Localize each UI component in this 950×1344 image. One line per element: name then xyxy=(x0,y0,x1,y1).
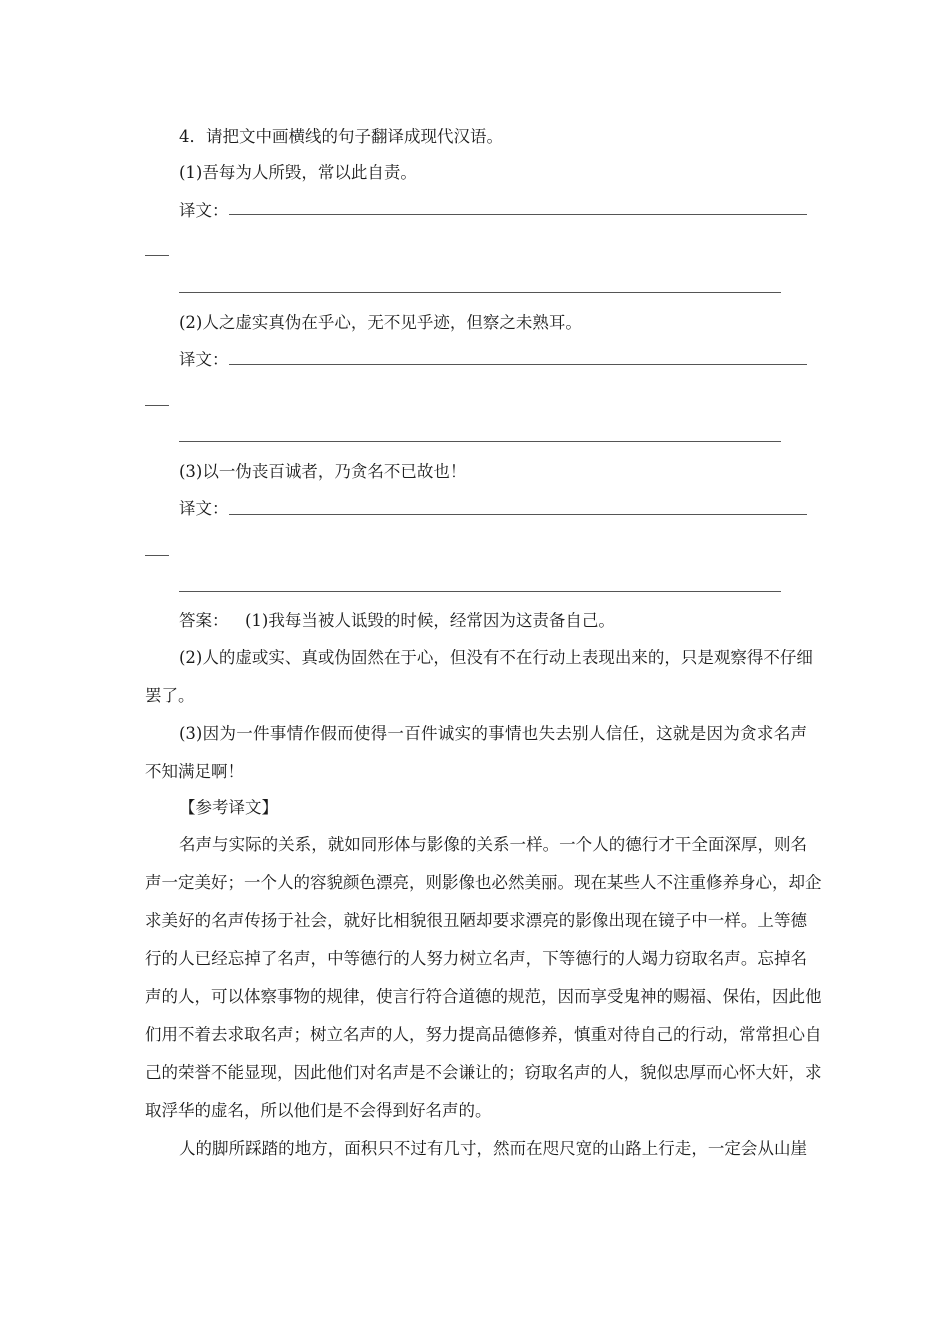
answer-1: (1)我每当被人诋毁的时候，经常因为这责备自己。 xyxy=(245,611,615,630)
reference-title: 【参考译文】 xyxy=(179,798,278,817)
reference-paragraph-line: 们用不着去求取名声；树立名声的人，努力提高品德修养，慎重对待自己的行动，常常担心自 xyxy=(145,1025,822,1044)
answer-blank-line xyxy=(179,441,781,442)
answer-blank-line xyxy=(145,555,169,556)
answer-blank-line xyxy=(145,405,169,406)
answer-blank-line xyxy=(229,514,807,515)
answer-3-line-1: (3)因为一件事情作假而使得一百件诚实的事情也失去别人信任，这就是因为贪求名声 xyxy=(179,724,807,743)
reference-paragraph-line: 行的人已经忘掉了名声，中等德行的人努力树立名声，下等德行的人竭力窃取名声。忘掉名 xyxy=(145,949,807,968)
question-sentence-1: (1)吾每为人所毁，常以此自责。 xyxy=(179,163,417,182)
answer-label: 答案： xyxy=(179,611,229,630)
answer-blank-line xyxy=(229,214,807,215)
answer-blank-line xyxy=(179,292,781,293)
reference-paragraph-line: 己的荣誉不能显现，因此他们对名声是不会谦让的；窃取名声的人，貌似忠厚而心怀大奸，求 xyxy=(145,1063,822,1082)
reference-paragraph-2-line: 人的脚所踩踏的地方，面积只不过有几寸，然而在咫尺宽的山路上行走，一定会从山崖 xyxy=(179,1139,807,1158)
question-sentence-2: (2)人之虚实真伪在乎心，无不见乎迹，但察之未熟耳。 xyxy=(179,313,582,332)
reference-paragraph-line: 求美好的名声传扬于社会，就好比相貌很丑陋却要求漂亮的影像出现在镜子中一样。上等德 xyxy=(145,911,807,930)
answer-blank-line xyxy=(179,591,781,592)
translation-label-3: 译文： xyxy=(179,499,229,518)
translation-label-2: 译文： xyxy=(179,350,229,369)
answer-blank-line xyxy=(229,364,807,365)
answer-blank-line xyxy=(145,255,169,256)
translation-label-1: 译文： xyxy=(179,201,229,220)
reference-paragraph-line: 取浮华的虚名，所以他们是不会得到好名声的。 xyxy=(145,1101,492,1120)
reference-paragraph-line: 名声与实际的关系，就如同形体与影像的关系一样。一个人的德行才干全面深厚，则名 xyxy=(179,835,807,854)
reference-paragraph-line: 声的人，可以体察事物的规律，使言行符合道德的规范，因而享受鬼神的赐福、保佑，因此他 xyxy=(145,987,822,1006)
answer-3-line-2: 不知满足啊！ xyxy=(145,762,244,781)
reference-paragraph-line: 声一定美好；一个人的容貌颜色漂亮，则影像也必然美丽。现在某些人不注重修养身心，却企 xyxy=(145,873,822,892)
question-sentence-3: (3)以一伪丧百诚者，乃贪名不已故也！ xyxy=(179,462,467,481)
answer-2-line-2: 罢了。 xyxy=(145,686,195,705)
question-stem: 4．请把文中画横线的句子翻译成现代汉语。 xyxy=(179,127,503,146)
answer-2-line-1: (2)人的虚或实、真或伪固然在于心，但没有不在行动上表现出来的，只是观察得不仔细 xyxy=(179,648,813,667)
